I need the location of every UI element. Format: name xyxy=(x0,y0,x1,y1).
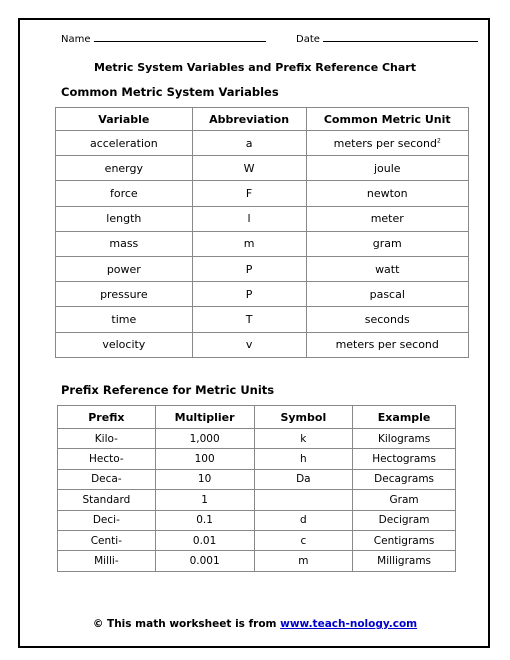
multiplier-cell: 100 xyxy=(155,449,254,469)
column-header: Abbreviation xyxy=(192,108,306,131)
multiplier-cell: 0.1 xyxy=(155,510,254,530)
name-field xyxy=(61,31,266,45)
name-blank-line xyxy=(94,31,266,42)
abbreviation-cell: m xyxy=(192,231,306,256)
variable-cell: acceleration xyxy=(56,131,193,156)
table-row xyxy=(58,429,456,449)
table-row xyxy=(58,510,456,530)
variable-cell: length xyxy=(56,206,193,231)
name-label: Name xyxy=(61,34,91,45)
multiplier-cell: 1,000 xyxy=(155,429,254,449)
table-row xyxy=(56,181,469,206)
abbreviation-cell: l xyxy=(192,206,306,231)
unit-cell: pascal xyxy=(306,282,469,307)
abbreviation-cell: T xyxy=(192,307,306,332)
symbol-cell: k xyxy=(254,429,353,449)
date-blank-line xyxy=(323,31,478,42)
prefix-cell: Kilo- xyxy=(58,429,156,449)
abbreviation-cell: W xyxy=(192,156,306,181)
abbreviation-cell: v xyxy=(192,332,306,357)
example-cell: Centigrams xyxy=(353,530,456,550)
symbol-cell: m xyxy=(254,551,353,571)
unit-cell: gram xyxy=(306,231,469,256)
table-row xyxy=(56,282,469,307)
prefix-table xyxy=(57,405,456,572)
variables-section-title: Common Metric System Variables xyxy=(61,85,279,99)
column-header: Variable xyxy=(56,108,193,131)
symbol-cell: d xyxy=(254,510,353,530)
table-row xyxy=(56,256,469,281)
prefix-section-title: Prefix Reference for Metric Units xyxy=(61,383,275,397)
prefix-cell: Standard xyxy=(58,490,156,510)
table-header-row xyxy=(56,108,469,131)
table-header-row xyxy=(58,406,456,429)
table-row xyxy=(56,231,469,256)
column-header: Symbol xyxy=(254,406,353,429)
abbreviation-cell: a xyxy=(192,131,306,156)
column-header: Prefix xyxy=(58,406,156,429)
variable-cell: velocity xyxy=(56,332,193,357)
prefix-cell: Deci- xyxy=(58,510,156,530)
footer-text: © This math worksheet is from xyxy=(92,618,277,630)
prefix-cell: Deca- xyxy=(58,469,156,489)
example-cell: Decagrams xyxy=(353,469,456,489)
footer-link[interactable]: www.teach-nology.com xyxy=(280,618,418,630)
variable-cell: energy xyxy=(56,156,193,181)
abbreviation-cell: P xyxy=(192,282,306,307)
symbol-cell: c xyxy=(254,530,353,550)
variable-cell: time xyxy=(56,307,193,332)
date-label: Date xyxy=(296,34,320,45)
table-row xyxy=(56,131,469,156)
example-cell: Hectograms xyxy=(353,449,456,469)
table-row xyxy=(58,449,456,469)
variable-cell: pressure xyxy=(56,282,193,307)
column-header: Common Metric Unit xyxy=(306,108,469,131)
abbreviation-cell: F xyxy=(192,181,306,206)
table-row xyxy=(56,307,469,332)
variable-cell: mass xyxy=(56,231,193,256)
unit-cell: newton xyxy=(306,181,469,206)
symbol-cell xyxy=(254,490,353,510)
example-cell: Decigram xyxy=(353,510,456,530)
unit-cell xyxy=(306,131,469,156)
column-header: Multiplier xyxy=(155,406,254,429)
symbol-cell: Da xyxy=(254,469,353,489)
footer-credit xyxy=(0,618,510,630)
column-header: Example xyxy=(353,406,456,429)
table-row xyxy=(56,156,469,181)
multiplier-cell: 1 xyxy=(155,490,254,510)
example-cell: Gram xyxy=(353,490,456,510)
variable-cell: power xyxy=(56,256,193,281)
table-row xyxy=(56,332,469,357)
unit-cell: watt xyxy=(306,256,469,281)
unit-exponent: 2 xyxy=(437,136,441,144)
table-row xyxy=(58,469,456,489)
unit-cell: meters per second xyxy=(306,332,469,357)
date-field xyxy=(296,31,478,45)
variable-cell: force xyxy=(56,181,193,206)
multiplier-cell: 0.01 xyxy=(155,530,254,550)
unit-cell: joule xyxy=(306,156,469,181)
prefix-cell: Milli- xyxy=(58,551,156,571)
unit-cell: seconds xyxy=(306,307,469,332)
worksheet-title: Metric System Variables and Prefix Reference Chart xyxy=(94,61,416,74)
unit-cell: meter xyxy=(306,206,469,231)
prefix-cell: Centi- xyxy=(58,530,156,550)
table-row xyxy=(58,530,456,550)
abbreviation-cell: P xyxy=(192,256,306,281)
table-row xyxy=(56,206,469,231)
multiplier-cell: 0.001 xyxy=(155,551,254,571)
example-cell: Milligrams xyxy=(353,551,456,571)
multiplier-cell: 10 xyxy=(155,469,254,489)
unit-text: meters per second xyxy=(333,136,437,150)
example-cell: Kilograms xyxy=(353,429,456,449)
symbol-cell: h xyxy=(254,449,353,469)
table-row xyxy=(58,551,456,571)
table-row xyxy=(58,490,456,510)
prefix-cell: Hecto- xyxy=(58,449,156,469)
variables-table xyxy=(55,107,469,358)
